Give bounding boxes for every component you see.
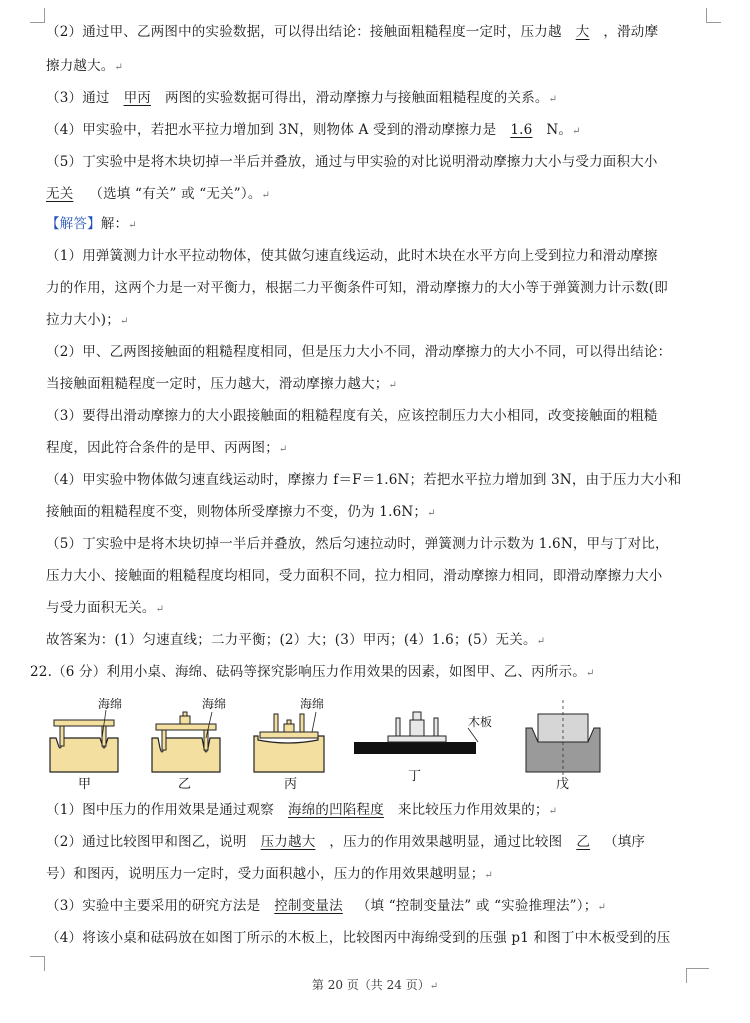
blank-answer: 大 xyxy=(575,24,590,40)
solution-5-line-1: （5）丁实验中是将木块切掉一半后并叠放，然后匀速拉动时，弹簧测力计示数为 1.6N，甲与丁对比， xyxy=(46,536,669,552)
label-wu: 戊 xyxy=(556,777,570,790)
crop-mark-top-right xyxy=(706,8,721,23)
solution-3-line-2: 程度，因此符合条件的是甲、丙两图；↵ xyxy=(46,440,288,456)
label-sponge-1: 海绵 xyxy=(98,698,123,711)
blank-answer: 甲丙 xyxy=(123,90,151,106)
question-22-part-3: （3）实验中主要采用的研究方法是 控制变量法 （填 “控制变量法” 或 “实验推理法”）；↵ xyxy=(46,898,607,914)
answer-line-3: （3）通过 甲丙 两图的实验数据可得出，滑动摩擦力与接触面粗糙程度的关系。↵ xyxy=(46,90,558,106)
label-jia: 甲 xyxy=(78,777,92,790)
question-22-part-1: （1）图中压力的作用效果是通过观察 海绵的凹陷程度 来比较压力作用效果的；↵ xyxy=(46,802,558,818)
blank-answer: 压力越大 xyxy=(260,834,316,850)
blank-answer: 控制变量法 xyxy=(274,898,343,914)
label-board: 木板 xyxy=(468,715,493,729)
question-22-part-4: （4）将该小桌和砝码放在如图丁所示的木板上，比较图丙中海绵受到的压强 p1 和图丁中木板受到的压 xyxy=(46,930,671,946)
label-sponge-2: 海绵 xyxy=(202,698,227,711)
solution-heading: 【解答】解：↵ xyxy=(46,216,137,232)
solution-2-line-1: （2）甲、乙两图接触面的粗糙程度相同，但是压力大小不同，滑动摩擦力的大小不同，可以得出结论： xyxy=(46,344,672,360)
blank-answer: 1.6 xyxy=(510,122,533,138)
solution-1-line-2: 力的作用，这两个力是一对平衡力，根据二力平衡条件可知，滑动摩擦力的大小等于弹簧测力计示数(即 xyxy=(46,280,668,296)
panel-jia xyxy=(50,698,122,790)
panel-yi xyxy=(152,698,226,790)
answer-line-5-cont: 无关 （选填 “有关” 或 “无关”）。↵ xyxy=(46,186,271,202)
solution-4-line-2: 接触面的粗糙程度不变，则物体所受摩擦力不变，仍为 1.6N；↵ xyxy=(46,504,436,520)
label-ding: 丁 xyxy=(408,769,422,784)
question-22-part-2-cont: 号）和图丙，说明压力一定时，受力面积越小，压力的作用效果越明显；↵ xyxy=(46,866,493,882)
solution-1-line-3: 拉力大小)；↵ xyxy=(46,312,129,328)
solution-1-line-1: （1）用弹簧测力计水平拉动物体，使其做匀速直线运动，此时木块在水平方向上受到拉力和滑动摩擦 xyxy=(46,248,658,264)
solution-4-line-1: （4）甲实验中物体做匀速直线运动时，摩擦力 f＝F＝1.6N；若把水平拉力增加到 3N，由于压力大小和 xyxy=(46,472,682,488)
solution-5-line-2: 压力大小、接触面的粗糙程度均相同，受力面积不同，拉力相同，滑动摩擦力相同，即滑动摩擦力大小 xyxy=(46,568,663,584)
crop-mark-top-left xyxy=(30,8,45,23)
question-22-part-2: （2）通过比较图甲和图乙，说明 压力越大 ，压力的作用效果越明显，通过比较图 乙 （填序 xyxy=(46,834,646,850)
panel-wu xyxy=(526,700,600,790)
panel-ding xyxy=(354,712,492,784)
label-yi: 乙 xyxy=(178,777,192,790)
answer-line-2-cont: 擦力越大。↵ xyxy=(46,58,124,74)
answer-line-4: （4）甲实验中，若把水平拉力增加到 3N，则物体 A 受到的滑动摩擦力是 1.6 N。↵ xyxy=(46,122,581,138)
solution-3-line-1: （3）要得出滑动摩擦力的大小跟接触面的粗糙程度有关，应该控制压力大小相同，改变接触面的粗糙 xyxy=(46,408,658,424)
experiment-figure xyxy=(48,698,648,790)
answer-line-5: （5）丁实验中是将木块切掉一半后并叠放，通过与甲实验的对比说明滑动摩擦力大小与受力面积大小 xyxy=(46,154,658,170)
blank-answer: 无关 xyxy=(46,186,74,202)
answer-line-2: （2）通过甲、乙两图中的实验数据，可以得出结论：接触面粗糙程度一定时，压力越 大 ，滑动摩 xyxy=(46,24,659,40)
label-sponge-3: 海绵 xyxy=(300,698,325,711)
panel-bing xyxy=(254,698,324,790)
question-22-stem: 22.（6 分）利用小桌、海绵、砝码等探究影响压力作用效果的因素，如图甲、乙、丙所示。↵ xyxy=(30,664,595,680)
solution-2-line-2: 当接触面粗糙程度一定时，压力越大，滑动摩擦力越大；↵ xyxy=(46,376,398,392)
crop-mark-bottom-left xyxy=(30,956,45,971)
page-footer: 第 20 页（共 24 页）↵ xyxy=(311,978,439,992)
solution-5-line-3: 与受力面积无关。↵ xyxy=(46,600,165,616)
blank-answer: 乙 xyxy=(576,834,591,850)
blank-answer: 海绵的凹陷程度 xyxy=(288,802,384,818)
label-bing: 丙 xyxy=(284,777,298,790)
answer-summary: 故答案为：(1）匀速直线；二力平衡；(2）大；(3）甲丙；(4）1.6；(5）无关。↵ xyxy=(46,632,546,648)
